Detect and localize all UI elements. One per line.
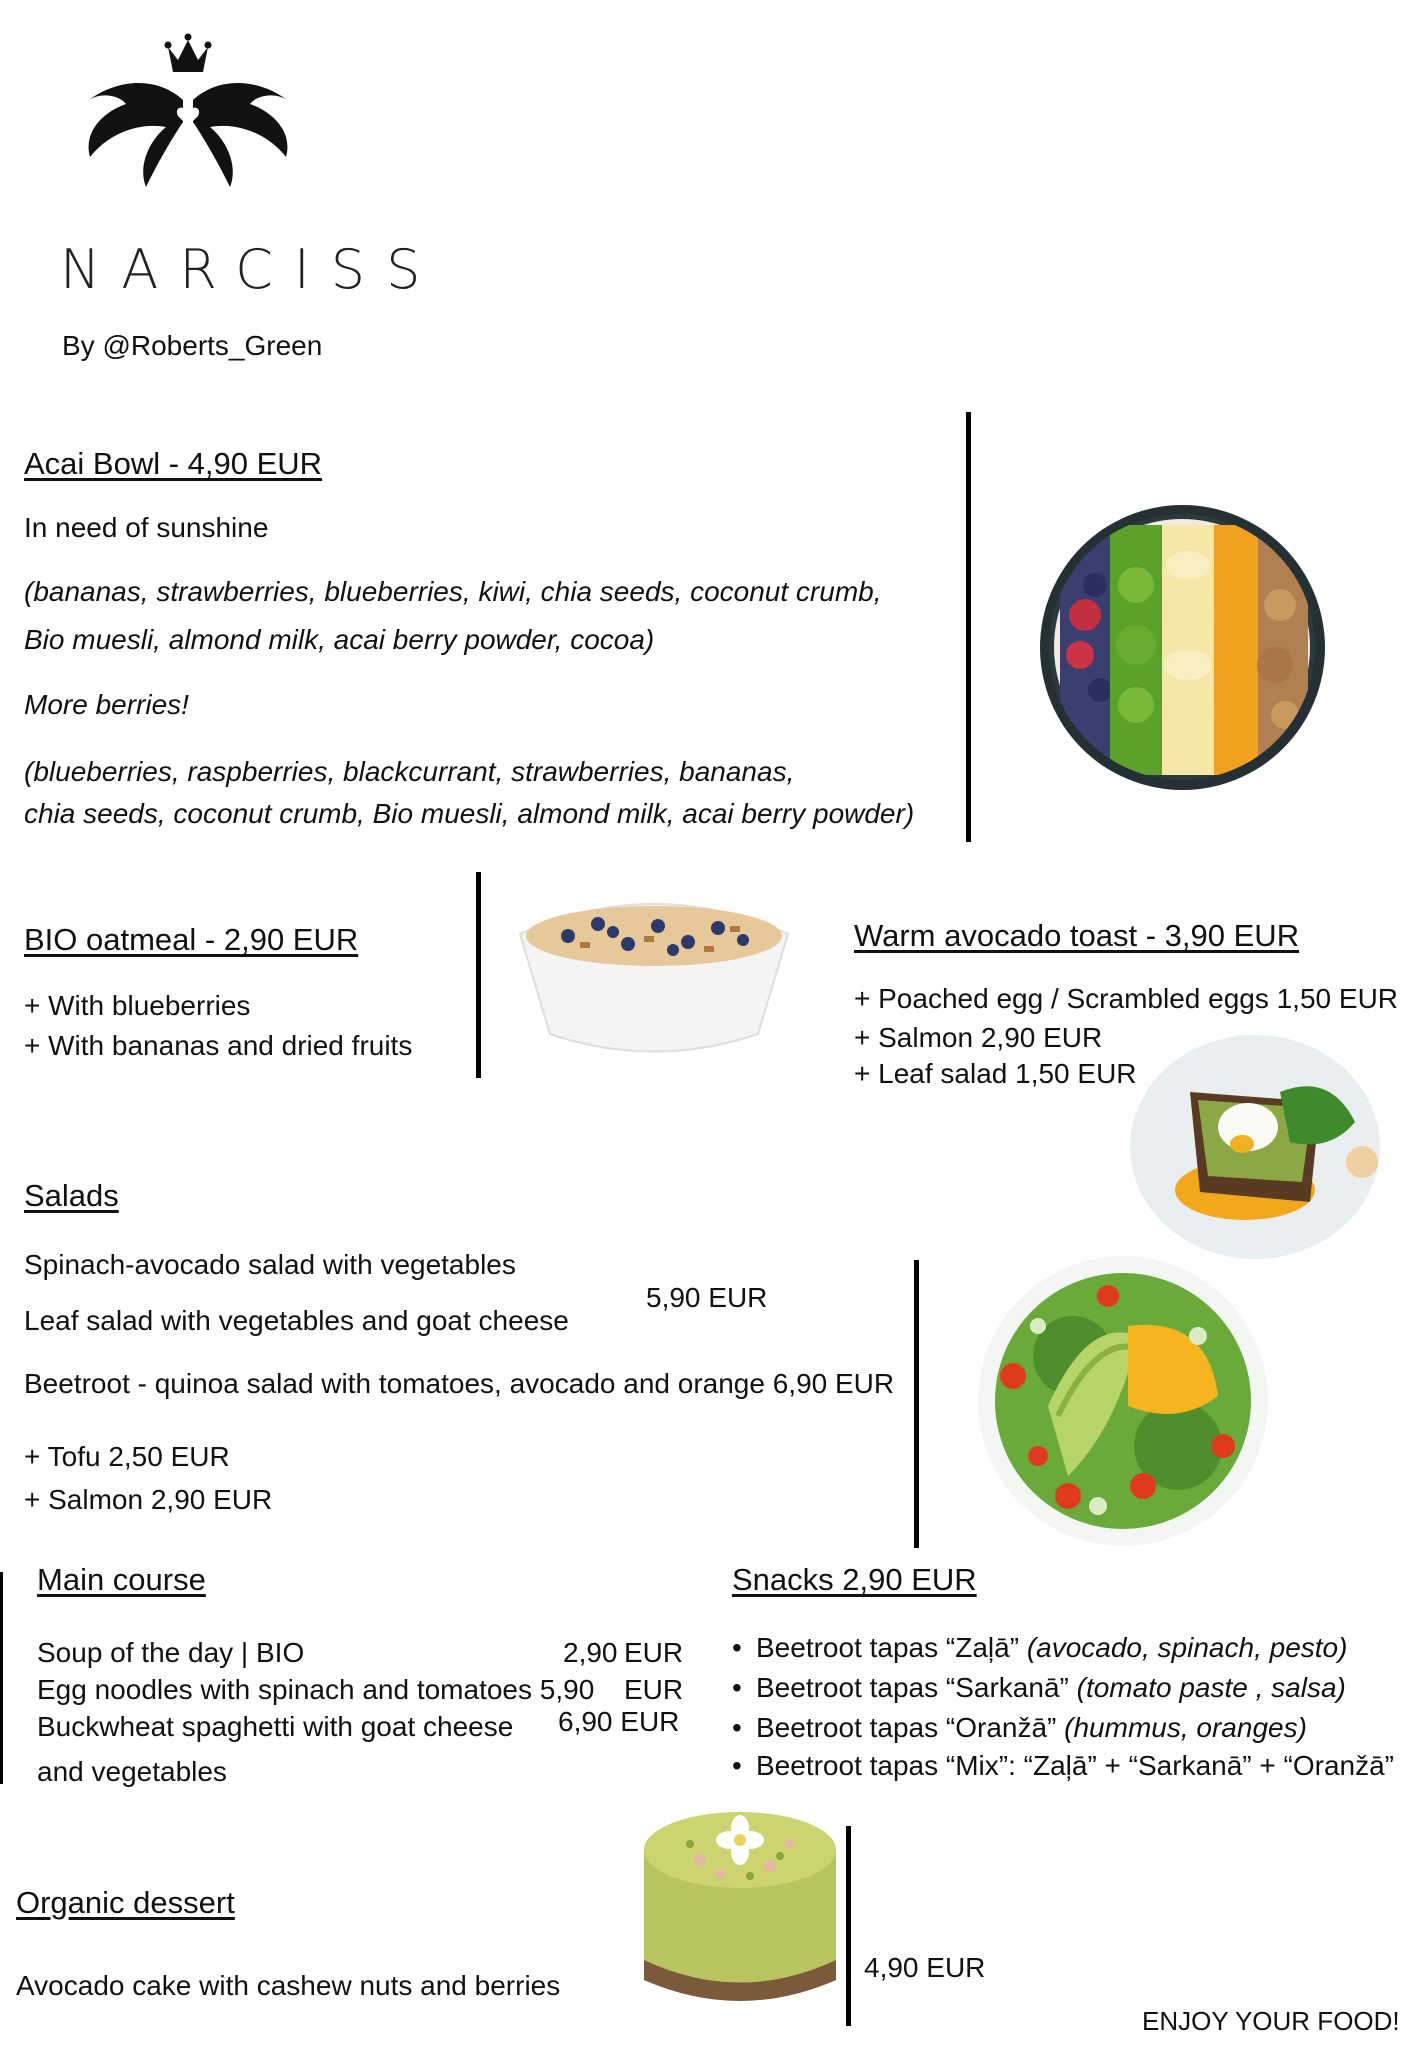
oatmeal-option-1: + With blueberries xyxy=(24,990,251,1021)
snack-item-3-desc: (hummus, oranges) xyxy=(1064,1712,1307,1743)
snack-item-1-desc: (avocado, spinach, pesto) xyxy=(1026,1632,1348,1663)
dessert-price: 4,90 EUR xyxy=(864,1952,986,1983)
dessert-item: Avocado cake with cashew nuts and berries xyxy=(16,1970,561,2001)
snack-item-2-name: Beetroot tapas “Sarkanā” xyxy=(756,1672,1069,1703)
bullet-icon: • xyxy=(732,1632,742,1663)
oatmeal-heading: BIO oatmeal - 2,90 EUR xyxy=(24,922,359,957)
dessert-heading: Organic dessert xyxy=(16,1885,235,1920)
bullet-icon: • xyxy=(732,1712,742,1743)
acai-variant-1-ingredients-1: (bananas, strawberries, blueberries, kiwi, chia seeds, coconut crumb, xyxy=(24,576,882,607)
acai-variant-2-name: More berries! xyxy=(24,689,189,720)
salad-addon-2: + Salmon 2,90 EUR xyxy=(24,1484,273,1515)
bullet-icon: • xyxy=(732,1750,742,1781)
main-item-3-price: 6,90 EUR xyxy=(558,1706,680,1737)
avocado-toast-heading: Warm avocado toast - 3,90 EUR xyxy=(854,918,1300,953)
acai-variant-1-name: In need of sunshine xyxy=(24,512,269,543)
avocado-toast-addon-2: + Salmon 2,90 EUR xyxy=(854,1022,1103,1053)
divider-main-course xyxy=(0,1572,3,1784)
salad-item-2: Leaf salad with vegetables and goat cheese xyxy=(24,1305,569,1336)
main-item-1: Soup of the day | BIO xyxy=(37,1637,305,1668)
salads-heading: Salads xyxy=(24,1178,119,1213)
acai-variant-2-ingredients-1: (blueberries, raspberries, blackcurrant, strawberries, bananas, xyxy=(24,756,795,787)
salad-items-1-2-price: 5,90 EUR xyxy=(646,1282,768,1313)
cake-image xyxy=(630,1800,850,2020)
divider-dessert xyxy=(846,1826,851,2026)
brand-byline: By @Roberts_Green xyxy=(62,330,323,361)
snack-item-4 xyxy=(732,1750,1394,1782)
butterfly-crown-logo-icon xyxy=(78,22,298,202)
divider-acai xyxy=(966,412,971,842)
main-item-3-line-2: and vegetables xyxy=(37,1756,227,1787)
main-item-2-currency: EUR xyxy=(624,1674,684,1705)
acai-variant-2-ingredients-2: chia seeds, coconut crumb, Bio muesli, almond milk, acai berry powder) xyxy=(24,798,915,829)
divider-oatmeal xyxy=(476,872,481,1078)
oatmeal-bowl-image xyxy=(508,884,800,1060)
main-item-3-line-1: Buckwheat spaghetti with goat cheese xyxy=(37,1711,514,1742)
main-item-1-currency: EUR xyxy=(624,1637,684,1668)
main-course-heading: Main course xyxy=(37,1562,206,1597)
salad-item-1: Spinach-avocado salad with vegetables xyxy=(24,1249,516,1280)
bullet-icon: • xyxy=(732,1672,742,1703)
main-item-2: Egg noodles with spinach and tomatoes 5,90 xyxy=(37,1674,595,1705)
salad-item-3: Beetroot - quinoa salad with tomatoes, avocado and orange 6,90 EUR xyxy=(24,1368,895,1399)
acai-bowl-image xyxy=(1040,505,1325,790)
snack-item-3-name: Beetroot tapas “Oranžā” xyxy=(756,1712,1057,1743)
acai-variant-1-ingredients-2: Bio muesli, almond milk, acai berry powder, cocoa) xyxy=(24,624,655,655)
snack-item-2-desc: (tomato paste , salsa) xyxy=(1076,1672,1346,1703)
acai-heading: Acai Bowl - 4,90 EUR xyxy=(24,446,323,481)
divider-salads xyxy=(914,1260,919,1548)
oatmeal-option-2: + With bananas and dried fruits xyxy=(24,1030,413,1061)
salad-image xyxy=(978,1256,1268,1546)
main-item-1-price: 2,90 xyxy=(563,1637,618,1668)
footer-message: ENJOY YOUR FOOD! xyxy=(1142,2006,1400,2036)
logo xyxy=(78,22,298,202)
snack-item-4-name: Beetroot tapas “Mix”: “Zaļā” + “Sarkanā” + “Oranžā” xyxy=(756,1750,1394,1781)
avocado-toast-addon-3: + Leaf salad 1,50 EUR xyxy=(854,1058,1137,1089)
snack-item-2 xyxy=(732,1672,1346,1704)
snacks-heading: Snacks 2,90 EUR xyxy=(732,1562,977,1597)
snack-item-3 xyxy=(732,1712,1307,1744)
salad-addon-1: + Tofu 2,50 EUR xyxy=(24,1441,230,1472)
brand-name: NARCISS xyxy=(60,238,442,301)
avocado-toast-image xyxy=(1130,1032,1380,1262)
snack-item-1 xyxy=(732,1632,1347,1664)
snack-item-1-name: Beetroot tapas “Zaļā” xyxy=(756,1632,1020,1663)
avocado-toast-addon-1: + Poached egg / Scrambled eggs 1,50 EUR xyxy=(854,983,1399,1014)
